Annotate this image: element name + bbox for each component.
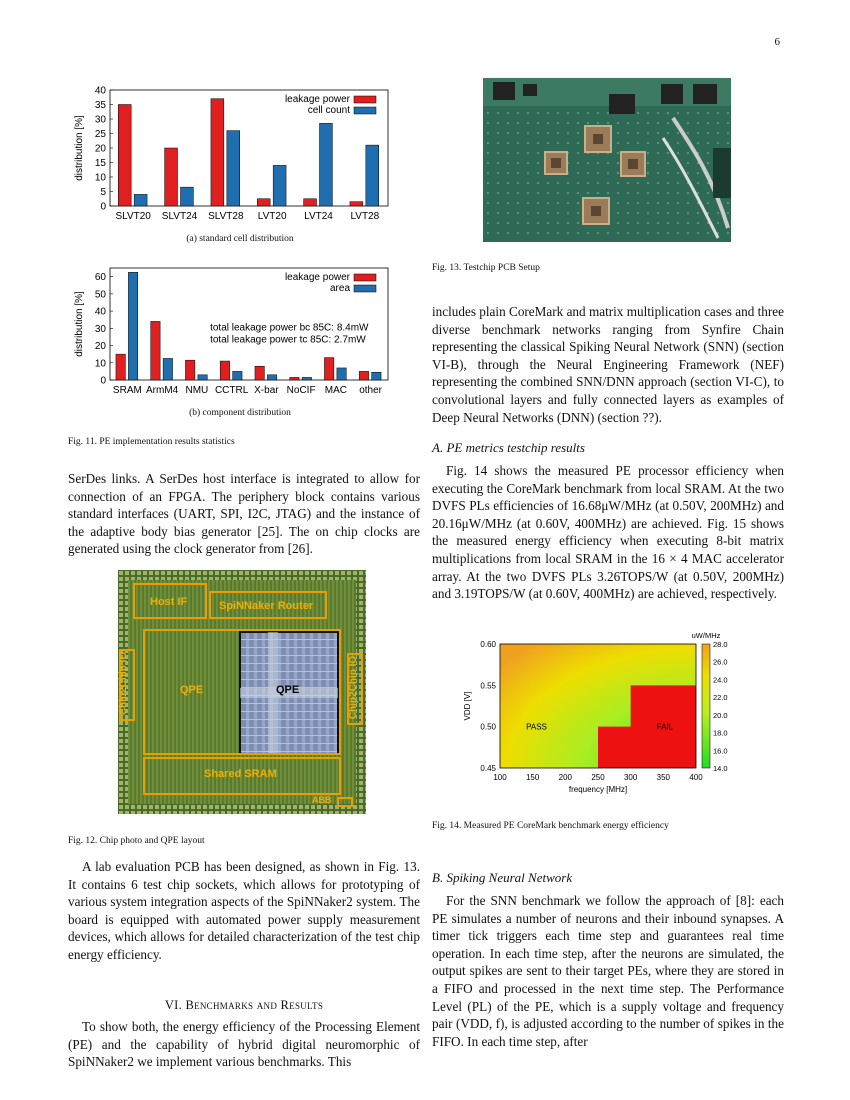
bar-leakage-power (185, 360, 194, 380)
fig11a-subcaption: (a) standard cell distribution (186, 234, 294, 244)
x-tick-label: MAC (324, 385, 347, 396)
y-tick-label: 25 (94, 129, 106, 140)
bar-leakage-power (165, 148, 178, 206)
label-abb: ABB (312, 795, 332, 805)
legend-swatch (354, 285, 376, 292)
colorbar-tick-label: 24.0 (713, 675, 728, 685)
x-tick-label: 100 (493, 773, 507, 782)
x-tick-label: NoCIF (286, 385, 316, 396)
x-tick-label: 350 (656, 773, 671, 782)
fig11b-subcaption: (b) component distribution (189, 408, 291, 418)
bar-area (302, 377, 311, 380)
x-tick-label: 150 (525, 773, 540, 782)
legend-label: leakage power (284, 94, 350, 105)
legend-swatch (354, 274, 376, 281)
subsection-b-heading: B. Spiking Neural Network (432, 870, 573, 885)
y-tick-label: 40 (94, 85, 106, 97)
page-number: 6 (774, 36, 780, 48)
label-spinnaker-router: SpiNNaker Router (219, 600, 314, 612)
x-tick-label: X-bar (254, 385, 279, 396)
fig13-pcb-photo (483, 78, 731, 242)
bar-leakage-power (255, 366, 264, 380)
colorbar-tick-label: 14.0 (713, 764, 728, 773)
legend-label: area (329, 283, 350, 294)
label-qpe-right: QPE (276, 684, 300, 696)
right-paragraph-1: includes plain CoreMark and matrix multiplication cases and three diverse benchmark networks ranging from Synfire Chain representing the classical Spiking Neural Network (SNN) (section VI-B), through the Neural Engineering Framework (NEF) representing the combined SNN/DNN approach (section VI-C), to convolutional layers and fully connected layers as examples of Deep Neural Networks (DNN) (section ??). (432, 304, 784, 425)
section-heading: VI. Benchmarks and Results (164, 998, 324, 1012)
colorbar (702, 644, 710, 768)
bar-cell-count (181, 187, 194, 206)
bar-area (337, 368, 346, 380)
bar-leakage-power (290, 377, 299, 380)
x-tick-label: SLVT20 (115, 211, 151, 222)
bar-leakage-power (350, 202, 363, 206)
x-tick-label: SRAM (112, 385, 142, 396)
label-chip2chip-left: Chip2Chip IO (118, 651, 130, 716)
y-axis-label: distribution [%] (74, 291, 85, 357)
bar-area (233, 371, 242, 380)
x-tick-label: 300 (623, 773, 638, 782)
y-tick-label: 50 (94, 289, 106, 301)
subsection-a-heading: A. PE metrics testchip results (432, 440, 585, 455)
x-tick-label: ArmM4 (146, 385, 179, 396)
region-label-pass: PASS (526, 722, 547, 732)
left-paragraph-3: To show both, the energy efficiency of the Processing Element (PE) and the capability of hybrid digital neuromorphic of SpiNNaker2 we implement various benchmarks. This (68, 1019, 420, 1070)
colorbar-tick-label: 16.0 (713, 746, 728, 756)
fig12-chip-photo (118, 570, 366, 814)
bar-leakage-power (151, 321, 160, 380)
bar-leakage-power (324, 358, 333, 380)
fig14-heatmap (460, 628, 750, 798)
y-tick-label: 0.55 (480, 681, 496, 691)
legend-swatch (354, 96, 376, 103)
label-qpe-left: QPE (180, 684, 204, 696)
bar-cell-count (366, 145, 379, 206)
region-label-fail: FAIL (656, 722, 674, 732)
colorbar-tick-label: 18.0 (713, 728, 728, 738)
y-tick-label: 0 (100, 201, 106, 213)
x-tick-label: 400 (689, 773, 703, 782)
y-tick-label: 0 (100, 375, 106, 387)
left-paragraph-2: A lab evaluation PCB has been designed, as shown in Fig. 13. It contains 6 test chip sockets, which allows for prototyping of various system integration aspects of the SpiNNaker2 system. The board is equipped with automated power supply measurement devices, which allows for detailed characterization of the test chip energy efficiency. (68, 859, 420, 962)
x-tick-label: other (359, 385, 383, 396)
label-host-if: Host IF (150, 596, 188, 608)
fig13-caption: Fig. 13. Testchip PCB Setup (432, 263, 540, 273)
colorbar-tick-label: 26.0 (713, 657, 728, 667)
x-tick-label: SLVT28 (208, 211, 244, 222)
bar-area (163, 358, 172, 380)
right-paragraph-2: Fig. 14 shows the measured PE processor efficiency when executing the CoreMark benchmark from local SRAM. At the two DVFS PLs efficiencies of 16.68μW/MHz (at 0.50V, 200MHz) and 20.16μW/MHz (at 0.60V, 400MHz) are achieved. Fig. 15 shows the measured energy efficiency when executing 8-bit matrix multiplications from local SRAM in the 16 × 4 MAC accelerator array. At the two DVFS PLs 3.26TOPS/W (at 0.50V, 200MHz) and 3.19TOPS/W (at 0.60V, 400MHz) are achieved, respectively. (432, 463, 784, 602)
y-tick-label: 0.45 (480, 764, 496, 773)
x-tick-label: NMU (185, 385, 209, 396)
legend-label: leakage power (284, 272, 350, 283)
x-axis-label: frequency [MHz] (568, 785, 628, 794)
y-axis-label: distribution [%] (74, 115, 85, 181)
y-tick-label: 10 (94, 172, 106, 184)
bar-cell-count (273, 165, 286, 206)
colorbar-tick-label: 28.0 (713, 640, 728, 649)
x-tick-label: SLVT24 (161, 211, 198, 222)
y-tick-label: 0.50 (480, 722, 496, 732)
bar-leakage-power (220, 361, 229, 380)
legend-swatch (354, 107, 376, 114)
bar-leakage-power (211, 99, 224, 206)
bar-leakage-power (304, 199, 317, 206)
bar-leakage-power (359, 371, 368, 380)
y-tick-label: 5 (100, 187, 106, 198)
bar-cell-count (134, 194, 147, 206)
label-chip2chip-right: Chip2Chip IO (348, 655, 360, 720)
bar-area (198, 375, 207, 380)
fig14-caption: Fig. 14. Measured PE CoreMark benchmark energy efficiency (432, 821, 669, 831)
bar-cell-count (320, 123, 333, 206)
bar-area (372, 372, 381, 380)
x-tick-label: LVT24 (304, 211, 333, 222)
bar-area (128, 272, 137, 380)
y-tick-label: 20 (94, 143, 106, 155)
pcb-drawing (483, 78, 731, 242)
label-shared-sram: Shared SRAM (204, 768, 277, 780)
fig11a-bar-chart (70, 84, 400, 229)
y-tick-label: 10 (94, 358, 106, 370)
x-tick-label: CCTRL (214, 385, 249, 396)
colorbar-tick-label: 22.0 (713, 693, 728, 703)
y-axis-label: VDD [V] (463, 691, 472, 721)
fig11-caption: Fig. 11. PE implementation results statistics (68, 437, 235, 447)
y-tick-label: 30 (94, 114, 106, 126)
y-tick-label: 40 (94, 306, 106, 318)
y-tick-label: 20 (94, 341, 106, 353)
bar-leakage-power (118, 105, 131, 207)
x-tick-label: 200 (558, 773, 573, 782)
bar-area (267, 375, 276, 380)
left-paragraph-1: SerDes links. A SerDes host interface is integrated to allow for connection of an FPGA. The periphery block contains various standard interfaces (UART, SPI, I2C, JTAG) and the instance of the adaptive body bias generator [25]. The on chip clocks are generated using the clock generator from [26]. (68, 471, 420, 557)
bar-cell-count (227, 131, 240, 206)
chart-annotation: total leakage power tc 85C: 2.7mW (210, 334, 366, 346)
x-tick-label: 250 (591, 773, 605, 782)
y-tick-label: 35 (94, 100, 106, 111)
y-tick-label: 0.60 (480, 640, 496, 649)
colorbar-title: uW/MHz (691, 631, 721, 640)
fig11b-bar-chart (70, 262, 400, 402)
right-paragraph-3: For the SNN benchmark we follow the approach of [8]: each PE simulates a number of neurons and their inbound synapses. A timer tick triggers each time step and guarantees real time operation. In each time step, after the neurons are simulated, the output spikes are sent to their target PEs, where they are stored in a FIFO and processed in the next time step. The Performance Level (PL) of the PE, which is a supply voltage and frequency pair (VDD, f), is adjusted according to the number of spikes in the FIFO. In each time step, after (432, 893, 784, 1049)
y-tick-label: 60 (94, 272, 106, 284)
chart-annotation: total leakage power bc 85C: 8.4mW (210, 322, 369, 334)
y-tick-label: 15 (94, 158, 106, 169)
legend-label: cell count (307, 105, 350, 116)
x-tick-label: LVT28 (350, 211, 380, 222)
colorbar-tick-label: 20.0 (713, 710, 728, 720)
bar-leakage-power (116, 354, 125, 380)
y-tick-label: 30 (94, 323, 106, 335)
x-tick-label: LVT20 (257, 211, 287, 222)
bar-leakage-power (257, 199, 270, 206)
fig12-caption: Fig. 12. Chip photo and QPE layout (68, 836, 205, 846)
